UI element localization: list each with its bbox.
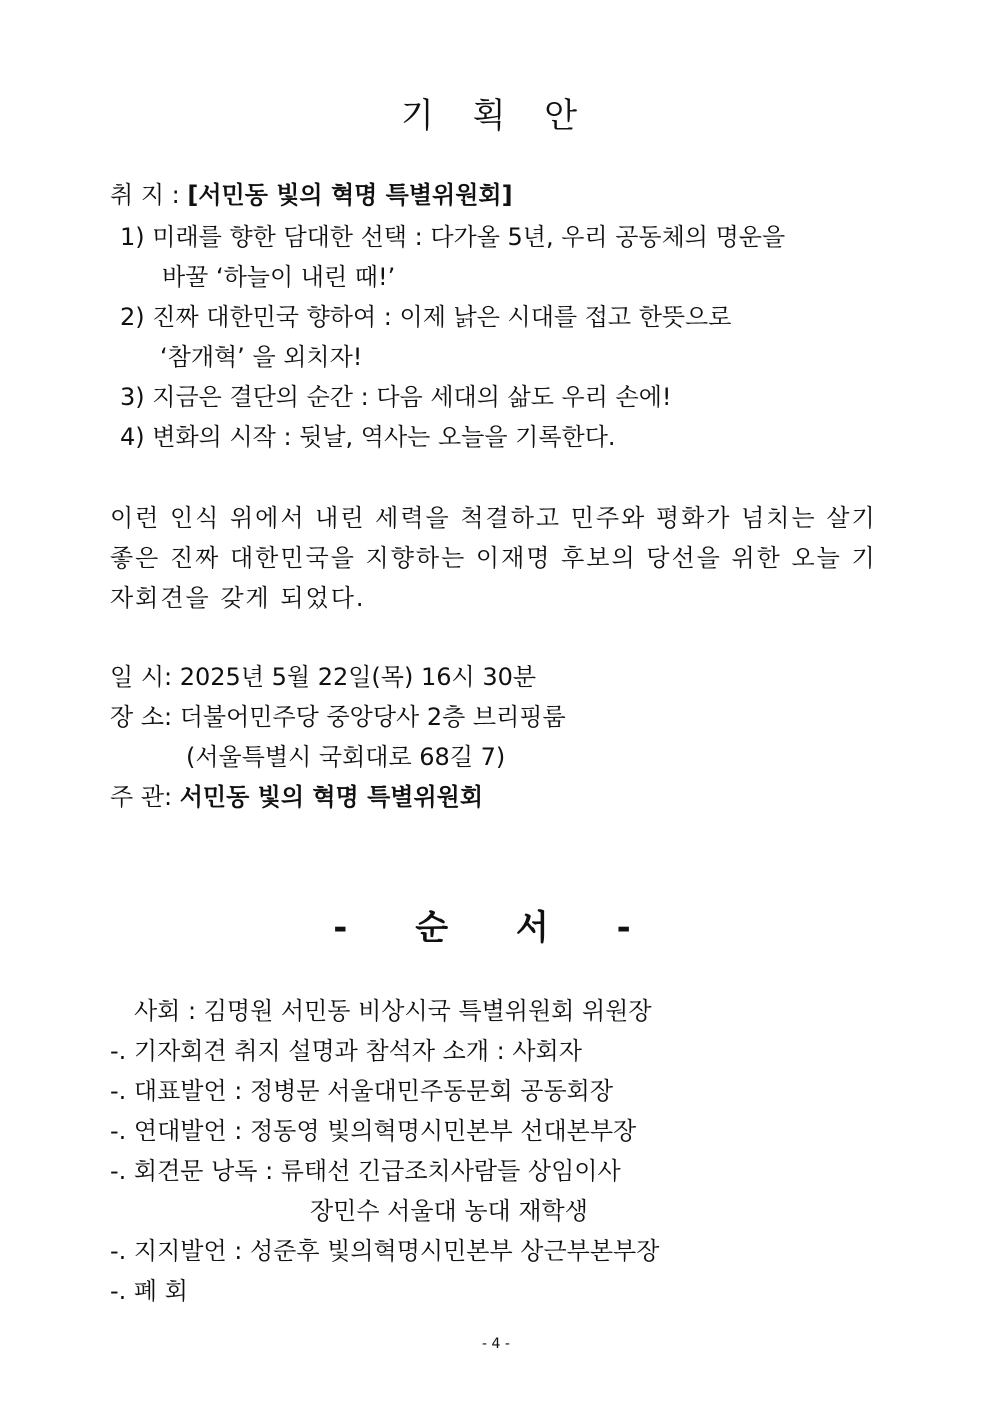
order-item: -. 대표발언 : 정병문 서울대민주동문회 공동회장	[110, 1077, 614, 1105]
purpose-item-3: 3) 지금은 결단의 순간 : 다음 세대의 삶도 우리 손에!	[120, 383, 672, 411]
document-title: 기 획 안	[400, 96, 592, 136]
order-item-continued: 장민수 서울대 농대 재학생	[310, 1197, 588, 1225]
page-number: - 4 -	[482, 1336, 510, 1352]
purpose-item-4: 4) 변화의 시작 : 뒷날, 역사는 오늘을 기록한다.	[120, 423, 616, 451]
order-item: -. 회견문 낭독 : 류태선 긴급조치사람들 상임이사	[110, 1157, 621, 1185]
order-item: -. 기자회견 취지 설명과 참석자 소개 : 사회자	[110, 1037, 582, 1065]
place-value: 더불어민주당 중앙당사 2층 브리핑룸	[179, 703, 566, 731]
purpose-item-2: 2) 진짜 대한민국 향하여 : 이제 낡은 시대를 접고 한뜻으로	[120, 303, 732, 331]
purpose-item-1-continued: 바꿀 ‘하늘이 내린 때!’	[162, 263, 396, 291]
purpose-line	[110, 180, 513, 210]
date-value: 2025년 5월 22일(목) 16시 30분	[179, 663, 537, 691]
date-line	[110, 662, 536, 692]
purpose-name: [서민동 빛의 혁명 특별위원회]	[187, 181, 513, 209]
order-title: - 순 서 -	[333, 908, 659, 948]
purpose-item-2-continued: ‘참개혁’ 을 외치자!	[160, 343, 363, 371]
place-address: (서울특별시 국회대로 68길 7)	[186, 743, 506, 771]
moderator-line: 사회 : 김명원 서민동 비상시국 특별위원회 위원장	[134, 997, 652, 1025]
host-line	[110, 782, 483, 812]
body-paragraph: 이런 인식 위에서 내린 세력을 척결하고 민주와 평화가 넘치는 살기 좋은 진짜 대한민국을 지향하는 이재명 후보의 당선을 위한 오늘 기자회견을 갖게 되었다.	[110, 504, 877, 612]
place-line	[110, 702, 566, 732]
date-label: 일 시:	[110, 663, 173, 691]
purpose-label: 취 지 :	[110, 181, 180, 209]
purpose-item-1: 1) 미래를 향한 담대한 선택 : 다가올 5년, 우리 공동체의 명운을	[120, 223, 786, 251]
host-label: 주 관:	[110, 783, 173, 811]
order-item: -. 폐 회	[110, 1277, 188, 1305]
order-item: -. 지지발언 : 성준후 빛의혁명시민본부 상근부본부장	[110, 1237, 660, 1265]
host-value: 서민동 빛의 혁명 특별위원회	[179, 783, 484, 811]
place-label: 장 소:	[110, 703, 173, 731]
order-item: -. 연대발언 : 정동영 빛의혁명시민본부 선대본부장	[110, 1117, 637, 1145]
